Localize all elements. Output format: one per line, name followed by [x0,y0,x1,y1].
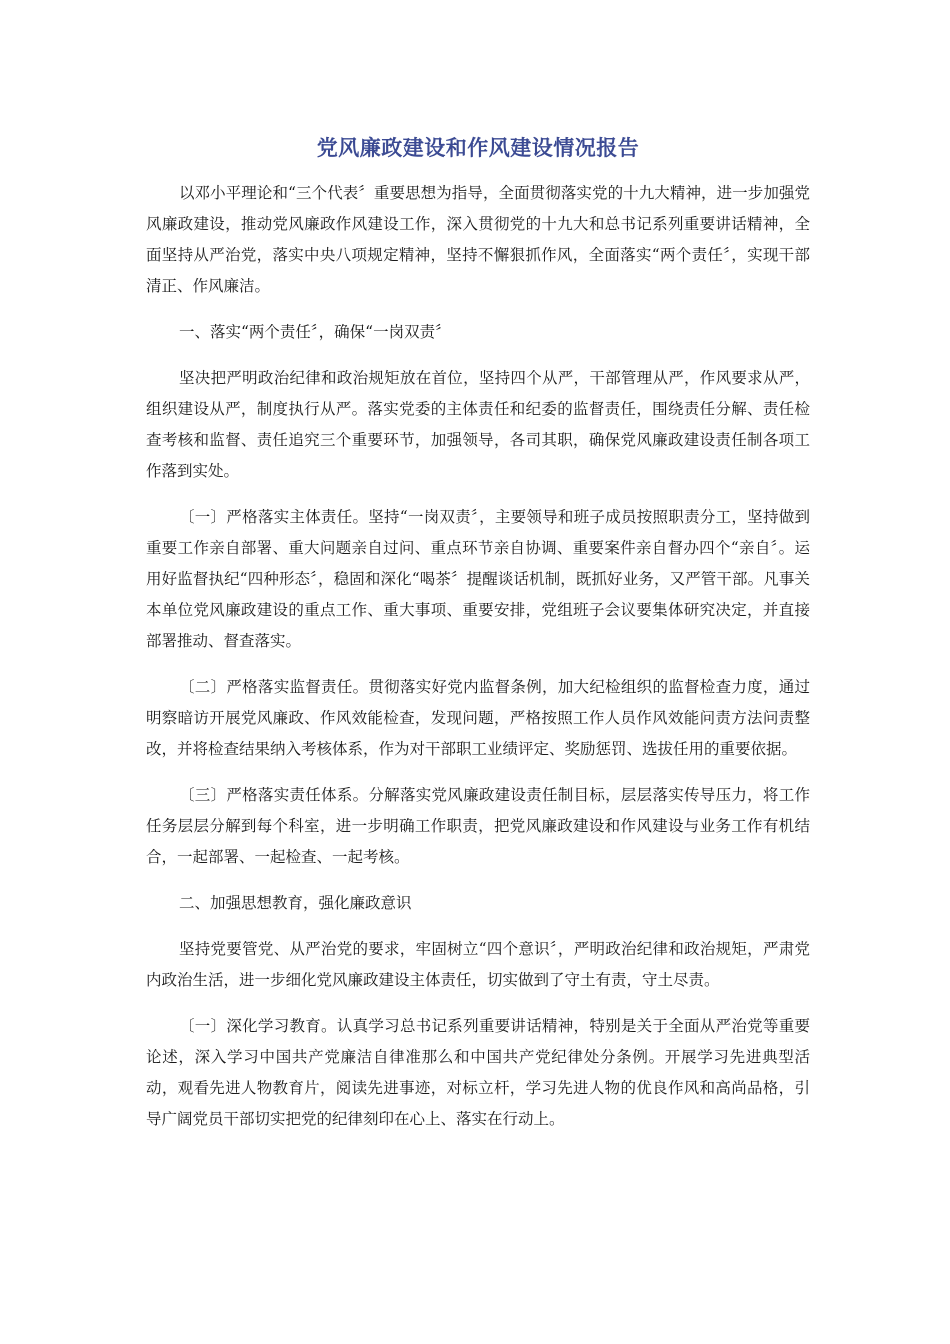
paragraph-section-2: 坚持党要管党、从严治党的要求，牢固树立“四个意识〞，严明政治纪律和政治规矩，严肃党内政治生活，进一步细化党风廉政建设主体责任，切实做到了守土有责，守土尽责。 [146,940,810,989]
document-page [146,128,810,1150]
paragraph-intro: 以邓小平理论和“三个代表〞重要思想为指导，全面贯彻落实党的十九大精神，进一步加强党风廉政建设，推动党风廉政作风建设工作，深入贯彻党的十九大和总书记系列重要讲话精神，全面坚持从严治党，落实中央八项规定精神，坚持不懈狠抓作风，全面落实“两个责任〞，实现干部清正、作风廉洁。 [146,184,810,295]
paragraph-2-1: 〔一〕深化学习教育。认真学习总书记系列重要讲话精神，特别是关于全面从严治党等重要论述，深入学习中国共产党廉洁自律准那么和中国共产党纪律处分条例。开展学习先进典型活动，观看先进人物教育片，阅读先进事迹，对标立杆，学习先进人物的优良作风和高尚品格，引导广阔党员干部切实把党的纪律刻印在心上、落实在行动上。 [146,1017,810,1128]
document-title: 党风廉政建设和作风建设情况报告 [316,136,640,160]
paragraph-1-2: 〔二〕严格落实监督责任。贯彻落实好党内监督条例，加大纪检组织的监督检查力度，通过明察暗访开展党风廉政、作风效能检查，发现问题，严格按照工作人员作风效能问责方法问责整改，并将检查结果纳入考核体系，作为对干部职工业绩评定、奖励惩罚、选拔任用的重要依据。 [146,678,810,758]
paragraph-1-3: 〔三〕严格落实责任体系。分解落实党风廉政建设责任制目标，层层落实传导压力，将工作任务层层分解到每个科室，进一步明确工作职责，把党风廉政建设和作风建设与业务工作有机结合，一起部署、一起检查、一起考核。 [146,786,810,866]
paragraph-section-1: 坚决把严明政治纪律和政治规矩放在首位，坚持四个从严，干部管理从严，作风要求从严，组织建设从严，制度执行从严。落实党委的主体责任和纪委的监督责任，围绕责任分解、责任检查考核和监督、责任追究三个重要环节，加强领导，各司其职，确保党风廉政建设责任制各项工作落到实处。 [146,369,810,480]
section-heading-2: 二、加强思想教育，强化廉政意识 [179,894,412,912]
section-heading-1: 一、落实“两个责任〞，确保“一岗双责〞 [179,323,451,341]
paragraph-1-1: 〔一〕严格落实主体责任。坚持“一岗双责〞，主要领导和班子成员按照职责分工，坚持做到重要工作亲自部署、重大问题亲自过问、重点环节亲自协调、重要案件亲自督办四个“亲自〞。运用好监督执纪“四种形态〞，稳固和深化“喝茶〞提醒谈话机制，既抓好业务，又严管干部。凡事关本单位党风廉政建设的重点工作、重大事项、重要安排，党组班子会议要集体研究决定，并直接部署推动、督查落实。 [146,508,810,650]
